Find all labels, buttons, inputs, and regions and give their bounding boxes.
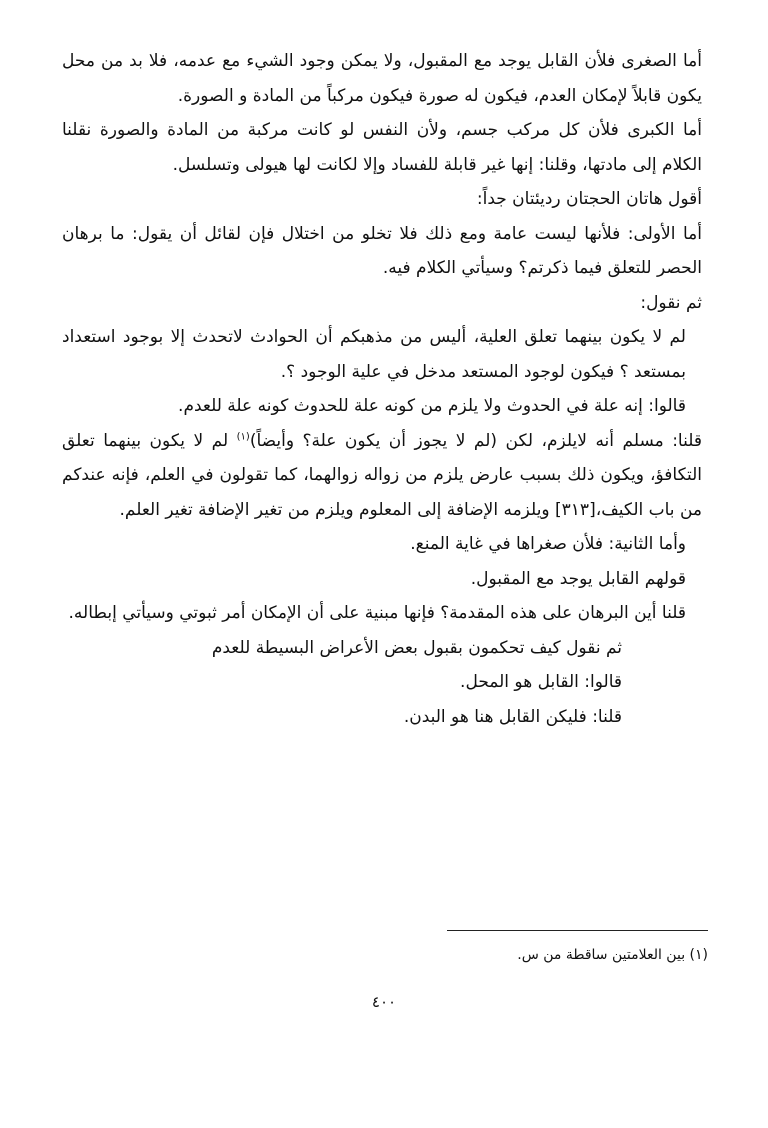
paragraph-thumma-naqul: ثم نقول: xyxy=(640,292,702,313)
paragraph-aqulu: أقول هاتان الحجتان رديئتان جداً: xyxy=(476,189,702,209)
paragraph-thaniya: وأما الثانية: فلأن صغراها في غاية المنع. xyxy=(410,534,686,554)
paragraph-illiyya: لم لا يكون بينهما تعلق العلية، أليس من مذهبكم أن الحوادث لاتحدث إلا بوجود استعداد بمستعد ؟ فيكون لوجود المستعد مدخل في علية الوجود ؟. xyxy=(62,327,686,382)
main-text xyxy=(62,44,708,734)
paragraph-sughra: أما الصغرى فلأن القابل يوجد مع المقبول، ولا يمكن وجود الشيء مع عدمه، فلا بد من محل يكون قابلاً لإمكان العدم، فيكون له صورة فيكون مركباً من المادة و الصورة. xyxy=(62,51,702,106)
paragraph-badan: قلنا: فليكن القابل هنا هو البدن. xyxy=(403,706,622,727)
qulna-musallam-text: قلنا: مسلم أنه لايلزم، لكن (لم لا يجوز أن يكون علة؟ وأيضاً) xyxy=(249,430,702,451)
footnote-marker: (١) xyxy=(236,430,250,442)
paragraph-kubra: أما الكبرى فلأن كل مركب جسم، ولأن النفس لو كانت مركبة من المادة والصورة نقلنا الكلام إلى مادتها، وقلنا: إنها غير قابلة للفساد وإلا لكانت لها هيولى وتسلسل. xyxy=(62,120,702,175)
footnote: (١) بين العلامتين ساقطة من س. xyxy=(517,947,708,963)
paragraph-qalu-mahal: قالوا: القابل هو المحل. xyxy=(460,672,622,692)
paragraph-burhan: قلنا أين البرهان على هذه المقدمة؟ فإنها مبنية على أن الإمكان أمر ثبوتي وسيأتي إبطاله. xyxy=(68,603,686,623)
takafu-text: لم لا يكون بينهما تعلق التكافؤ، ويكون ذلك بسبب عارض يلزم من زواله زوالهما، كما تقولون في العلم، فإنه عندكم من باب الكيف،[٣١٣] ويلزمه الإضافة إلى المعلوم ويلزم من تغير الإضافة تغير العلم. xyxy=(62,430,702,520)
page-number: ٤٠٠ xyxy=(371,993,397,1011)
paragraph-qulna-musallam xyxy=(62,424,708,528)
paragraph-ula: أما الأولى: فلأنها ليست عامة ومع ذلك فلا تخلو من اختلال فإن لقائل أن يقول: ما برهان الحصر للتعلق فيما ذكرتم؟ وسيأتي الكلام فيه. xyxy=(62,223,702,278)
footnote-divider xyxy=(447,930,708,931)
paragraph-qalu-huduth: قالوا: إنه علة في الحدوث ولا يلزم من كونه علة للحدوث كونه علة للعدم. xyxy=(178,396,686,416)
paragraph-qawluhum: قولهم القابل يوجد مع المقبول. xyxy=(470,568,686,589)
paragraph-aarad: ثم نقول كيف تحكمون بقبول بعض الأعراض البسيطة للعدم xyxy=(211,637,622,658)
